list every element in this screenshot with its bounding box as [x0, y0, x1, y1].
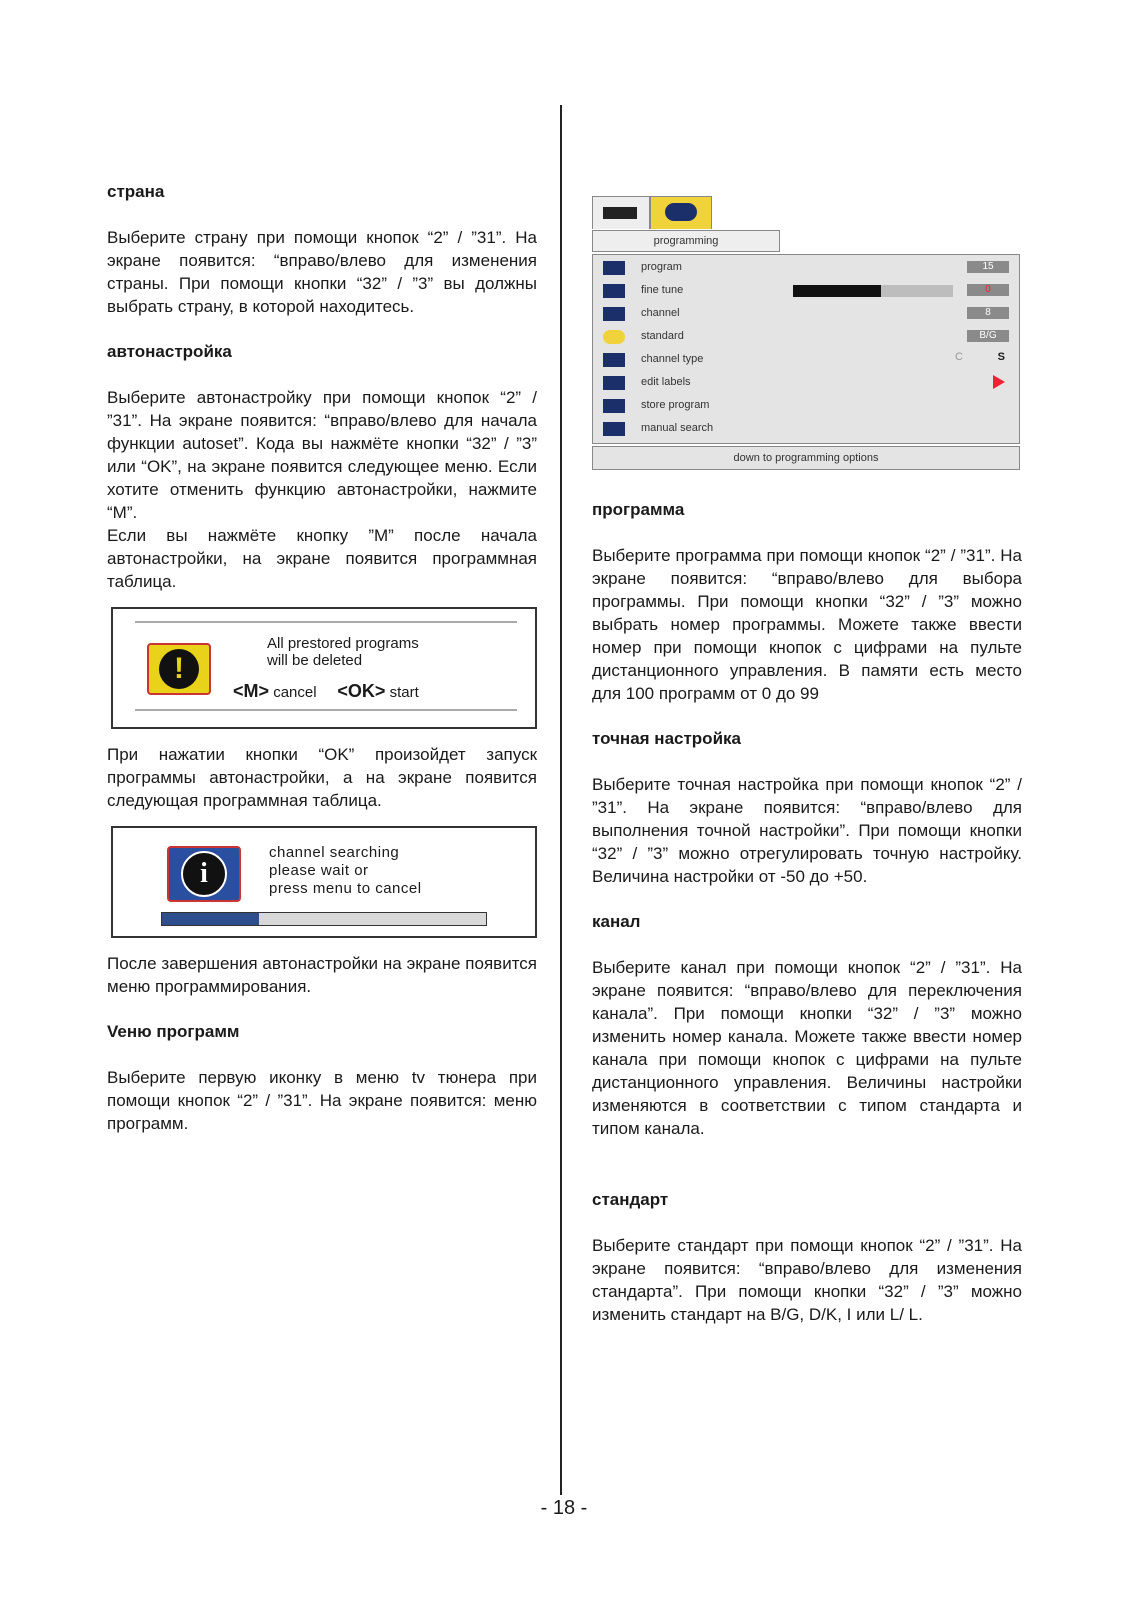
right-column — [592, 190, 1022, 1326]
paragraph-program-menu: Выберите первую иконку в меню tv тюнера при помощи кнопок “2” / ”31”. На экране появится: меню программ. — [107, 1068, 537, 1133]
store-program-icon — [603, 399, 625, 413]
paragraph-country: Выберите страну при помощи кнопок “2” / ”31”. На экране появится: “вправо/влево для изменения страны. При помощи кнопки “32” / ”3” вы должны выбрать страну, в которой находитесь. — [107, 228, 537, 316]
paragraph-fine-tune: Выберите точная настройка при помощи кнопок “2” / ”31”. На экране появится: “вправо/влево для выполнения точной настройки”. При помощи кнопки “32” / ”3” можно отрегулировать точную настройку. Величина настройки от -50 до +50. — [592, 775, 1022, 886]
section-title-fine-tune: точная настройка — [592, 729, 741, 748]
paragraph-channel: Выберите канал при помощи кнопок “2” / ”31”. На экране появится: “вправо/влево для переключения канала”. При помощи кнопки “32” / ”3” можно изменить номер канала. Можете также ввести номер канала при помощи кнопок с цифрами на пульте дистанционного управления. Величины настройки изменяются в соответствии с типом стандарта и типом канала. — [592, 958, 1022, 1138]
menu-row-edit-labels[interactable] — [593, 372, 1019, 394]
settings-icon — [603, 207, 637, 219]
left-column — [107, 180, 537, 1135]
info-icon: i — [167, 846, 241, 902]
paragraph-autoset-1: Выберите автонастройку при помощи кнопок “2” / ”31”. На экране появится: “вправо/влево для начала функции autoset”. Кода вы нажмёте кнопки “32” / ”3” или “OK”, на экране появится следующее меню. Если хотите отменить функцию автонастройки, нажмите “M”. — [107, 388, 537, 522]
column-divider — [560, 105, 562, 1495]
warning-icon: ! — [147, 643, 211, 695]
programming-menu — [592, 196, 1020, 470]
fine-tune-slider[interactable] — [793, 285, 953, 297]
paragraph-standard: Выберите стандарт при помощи кнопок “2” / ”31”. На экране появится: “вправо/влево для изменения стандарта”. При помощи кнопки “32” / ”3” можно изменить стандарт на B/G, D/K, I или L/ L. — [592, 1236, 1022, 1324]
menu-row-fine-tune[interactable] — [593, 280, 1019, 302]
menu-row-manual-search[interactable] — [593, 418, 1019, 440]
section-title-autoset: автонастройка — [107, 342, 232, 361]
menu-row-label: manual search — [641, 422, 714, 434]
menu-row-channel-type[interactable] — [593, 349, 1019, 371]
dialog-keys — [233, 681, 419, 702]
menu-row-store-program[interactable] — [593, 395, 1019, 417]
menu-tab-settings[interactable] — [592, 196, 650, 229]
section-title-program: программа — [592, 500, 685, 519]
paragraph-autoset-2: Если вы нажмёте кнопку ”M” после начала автонастройки, на экране появится программная таблица. — [107, 526, 537, 591]
menu-row-label: program — [641, 261, 682, 273]
standard-icon — [603, 330, 625, 344]
menu-row-label: store program — [641, 399, 710, 411]
dialog-message-line2: will be deleted — [267, 652, 363, 669]
search-message — [269, 844, 422, 898]
ok-key[interactable]: <OK> — [337, 681, 386, 701]
menu-body — [592, 254, 1020, 444]
dialog-divider — [135, 709, 517, 711]
search-progress-fill — [162, 913, 259, 925]
channel-type-option-s[interactable]: S — [997, 351, 1005, 363]
menu-row-value: 0 — [967, 284, 1009, 296]
delete-warning-dialog — [111, 607, 537, 729]
menu-row-value: B/G — [967, 330, 1009, 342]
menu-row-program[interactable] — [593, 257, 1019, 279]
menu-row-value: 15 — [967, 261, 1009, 273]
menu-row-label: edit labels — [641, 376, 691, 388]
dialog-divider — [135, 621, 517, 623]
section-title-program-menu: Veню программ — [107, 1022, 240, 1041]
section-title-standard: стандарт — [592, 1190, 669, 1209]
paragraph-program: Выберите программа при помощи кнопок “2” / ”31”. На экране появится: “вправо/влево для выбора программы. При помощи кнопки “32” / ”3” можно выбрать номер программы. Можете также ввести номер при помощи кнопок с цифрами на пульте дистанционного управления. В памяти есть место для 100 программ от 0 до 99 — [592, 546, 1022, 703]
page-number: - 18 - — [540, 1497, 588, 1519]
program-icon — [603, 261, 625, 275]
search-progress-bar — [161, 912, 487, 926]
menu-row-label: fine tune — [641, 284, 684, 296]
menu-row-value: 8 — [967, 307, 1009, 319]
ok-key-label: start — [389, 684, 419, 701]
menu-row-label: standard — [641, 330, 684, 342]
arrow-right-icon — [993, 375, 1005, 389]
channel-search-dialog — [111, 826, 537, 938]
paragraph-autoset-4: После завершения автонастройки на экране появится меню программирования. — [107, 954, 537, 996]
dialog-message — [267, 635, 419, 669]
channel-type-icon — [603, 353, 625, 367]
channel-type-option-c[interactable]: C — [955, 351, 963, 363]
search-message-line2: please wait or — [269, 862, 369, 879]
fine-tune-icon — [603, 284, 625, 298]
edit-labels-icon — [603, 376, 625, 390]
channel-icon — [603, 307, 625, 321]
menu-row-label: channel type — [641, 353, 704, 365]
fine-tune-slider-fill — [793, 285, 881, 297]
search-message-line1: channel searching — [269, 844, 400, 861]
menu-title: programming — [592, 230, 780, 252]
tv-tuner-icon — [665, 203, 697, 221]
menu-row-label: channel — [641, 307, 680, 319]
cancel-key-label: cancel — [273, 684, 317, 701]
section-title-channel: канал — [592, 912, 641, 931]
manual-search-icon — [603, 422, 625, 436]
menu-row-channel[interactable] — [593, 303, 1019, 325]
paragraph-autoset-3: При нажатии кнопки “OK” произойдет запуск программы автонастройки, а на экране появится следующая программная таблица. — [107, 745, 537, 810]
dialog-message-line1: All prestored programs — [267, 635, 419, 652]
menu-tab-tuner[interactable] — [650, 196, 712, 229]
menu-footer: down to programming options — [592, 446, 1020, 470]
menu-row-standard[interactable] — [593, 326, 1019, 348]
search-message-line3: press menu to cancel — [269, 880, 422, 897]
section-title-country: страна — [107, 182, 165, 201]
cancel-key[interactable]: <M> — [233, 681, 270, 701]
